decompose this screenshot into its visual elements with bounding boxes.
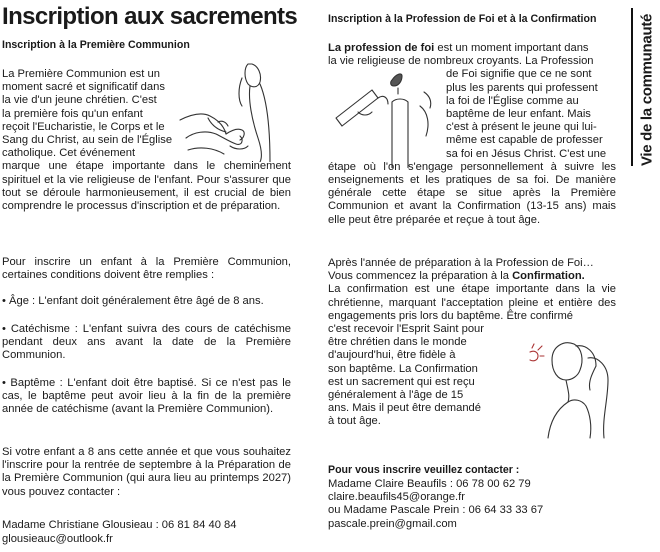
communion-call-to-action: Si votre enfant a 8 ans cette année et que vous souhaitez l'inscrire pour la rentrée de septembre à la Préparation de la Première Communion (qui aura lieu au printemps 2027) vous pouvez contacter : xyxy=(2,446,291,498)
profession-wrap-line: de Foi signifie que ce ne sont xyxy=(446,68,592,81)
confirmation-wrap-line: c'est recevoir l'Esprit Saint pour xyxy=(328,323,484,336)
confirmation-wrap-line: généralement à l'âge de 15 xyxy=(328,389,464,402)
profession-heading: Inscription à la Profession de Foi et à la Confirmation xyxy=(328,13,597,25)
side-divider xyxy=(631,8,633,166)
communion-intro-line: Sang du Christ, au sein de l'Église xyxy=(2,134,173,147)
profession-lead-bold: La profession de foi xyxy=(328,42,435,54)
profession-wrap-line: baptême de leur enfant. Mais xyxy=(446,108,591,121)
communion-intro-line: la première fois qu'un enfant xyxy=(2,107,143,120)
communion-intro-line: La Première Communion est un xyxy=(2,68,160,80)
profession-wrap-line: sa foi en Jésus Christ. C'est une xyxy=(446,147,607,160)
contact-heading: Pour vous inscrire veuillez contacter : xyxy=(328,464,520,476)
contact-line-beaufils: Madame Claire Beaufils : 06 78 00 62 79 xyxy=(328,478,531,490)
candle-illustration xyxy=(332,72,442,168)
section-side-label xyxy=(636,10,658,170)
profession-line-2: la vie religieuse de nombreux croyants. La Profession xyxy=(328,55,594,68)
condition-age: • Âge : L'enfant doit généralement être âgé de 8 ans. xyxy=(2,295,264,307)
communion-intro xyxy=(2,68,291,213)
confirmation-line-2-start: Vous commencez la préparation à la xyxy=(328,270,513,283)
profession-wrap-line: même est capable de professer xyxy=(446,134,603,147)
condition-catechism: • Catéchisme : L'enfant suivra des cours de catéchisme pendant deux ans avant la date de la Première Communion. xyxy=(2,323,291,362)
confirmation-wrap-line: être chrétien dans le monde xyxy=(328,336,467,349)
communion-heading: Inscription à la Première Communion xyxy=(2,39,190,51)
profession-line-1 xyxy=(328,42,616,55)
praying-person-illustration xyxy=(512,330,618,440)
profession-wrap-line: c'est à présent le jeune qui lui- xyxy=(446,121,597,134)
communion-intro-line: moment sacré et significatif dans xyxy=(2,81,165,94)
contact-list xyxy=(328,478,616,531)
confirmation-wrap-line: est un sacrement qui est reçu xyxy=(328,375,475,388)
conditions-intro: Pour inscrire un enfant à la Première Communion, certaines conditions doivent être remplies : xyxy=(2,256,291,282)
confirmation-wrap-line: ans. Mais il peut être demandé xyxy=(328,402,481,415)
profession-wrap-line: plus les parents qui professent xyxy=(446,81,598,94)
confirmation-line-1: Après l'année de préparation à la Profession de Foi… xyxy=(328,257,594,269)
side-label-text: Vie de la communauté xyxy=(638,13,656,167)
confirmation-wrap-line: à tout âge. xyxy=(328,415,381,428)
profession-wrap-line: la foi de l'Église comme au xyxy=(446,94,579,107)
page-title: Inscription aux sacrements xyxy=(2,3,298,30)
communion-intro-rest: marque une étape importante dans le cheminement spirituel et la vie religieuse de l'enfant. Pour s'assurer que tout se déroule harmonieusement, il est crucial de bien comprendre le processus d'inscription et de préparation. xyxy=(2,160,291,213)
contact-email-beaufils[interactable]: claire.beaufils45@orange.fr xyxy=(328,491,465,504)
confirmation-bold: Confirmation. xyxy=(512,270,585,283)
communion-intro-line: catholique. Cet événement xyxy=(2,147,136,160)
communion-intro-line: reçoit l'Eucharistie, le Corps et le xyxy=(2,120,165,133)
profession-rest: étape où l'on s'engage personnellement à suivre les enseignements et les pratiques de sa foi. De manière générale cette étape se situe après la Première Communion et avant la Confirmation (13-15 ans) mais elle peut être préparée et reçue à tout âge. xyxy=(328,160,616,226)
communion-contact-email[interactable]: glousieauc@outlook.fr xyxy=(2,533,113,545)
confirmation-wrap-line: son baptême. La Confirmation xyxy=(328,362,478,375)
confirmation-rest: La confirmation est une étape importante dans la vie chrétienne, marquant l'acceptation pleine et entière des engagements pris lors du baptême. Être confirmé xyxy=(328,283,616,322)
profession-lead-rest: est un moment important dans xyxy=(434,42,589,54)
confirmation-wrap-line: d'aujourd'hui, être fidèle à xyxy=(328,349,456,362)
contact-email-prein[interactable]: pascale.prein@gmail.com xyxy=(328,517,457,530)
confirmation-line-2 xyxy=(328,270,616,283)
contact-line-prein: ou Madame Pascale Prein : 06 64 33 33 67 xyxy=(328,504,544,517)
communion-intro-line: la vie d'un jeune chrétien. C'est xyxy=(2,94,157,107)
communion-contact-line: Madame Christiane Glousieau : 06 81 84 40 84 xyxy=(2,519,237,531)
condition-baptism: • Baptême : L'enfant doit être baptisé. Si ce n'est pas le cas, le baptême peut avoir lieu à la fin de la première année de catéchisme (avant la Première Communion). xyxy=(2,377,291,416)
